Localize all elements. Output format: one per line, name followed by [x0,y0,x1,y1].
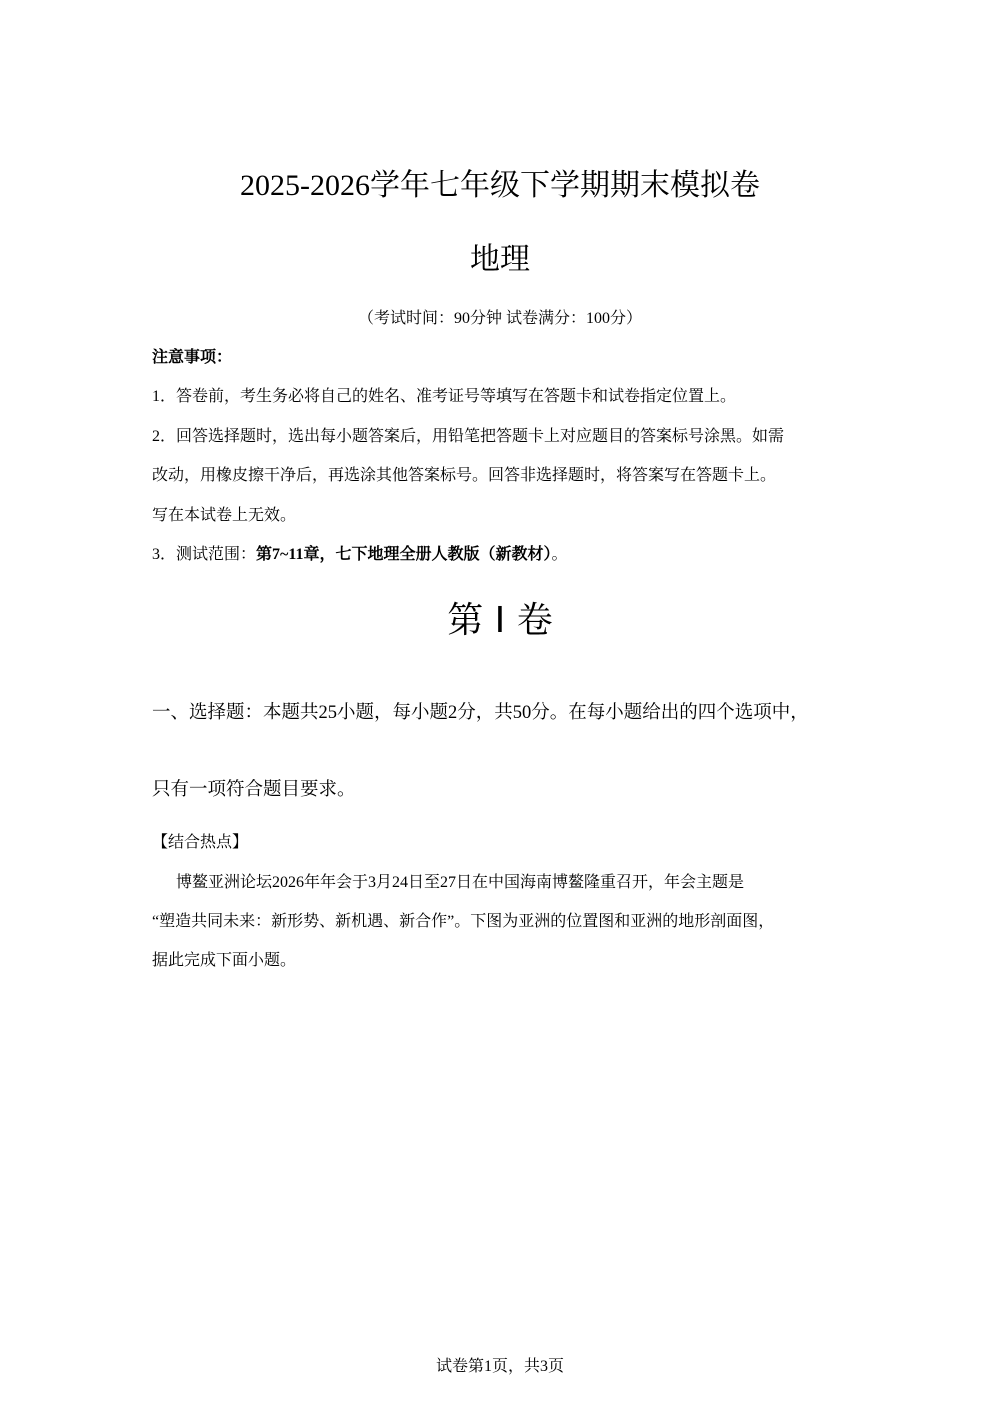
section-title: 第 I 卷 [447,600,553,641]
mc-instructions-line-2: 只有一项符合题目要求。 [152,780,356,800]
notice-item-3-prefix: 3．测试范围： [152,546,257,563]
subject-title: 地理 [470,242,530,277]
notice-heading: 注意事项： [152,349,233,366]
notice-item-3-suffix: 。 [551,546,568,563]
notice-item-1: 1．答卷前，考生务必将自己的姓名、准考证号等填写在答题卡和试卷指定位置上。 [152,388,737,405]
exam-title: 2025-2026学年七年级下学期期末模拟卷 [240,169,760,202]
notice-item-2-line-1: 2．回答选择题时，选出每小题答案后，用铅笔把答题卡上对应题目的答案标号涂黑。如需 [152,428,785,445]
page-indicator: 试卷第1页，共3页 [435,1358,564,1375]
notice-item-2-line-2: 改动，用橡皮擦干净后，再选涂其他答案标号。回答非选择题时，将答案写在答题卡上。 [152,467,777,484]
notice-item-3 [152,544,567,566]
hotspot-line-2: “塑造共同未来：新形势、新机遇、新合作”。下图为亚洲的位置图和亚洲的地形剖面图， [152,913,775,930]
hotspot-label: 【结合热点】 [152,834,249,851]
hotspot-line-3: 据此完成下面小题。 [152,952,297,969]
mc-instructions-line-1: 一、选择题：本题共25小题，每小题2分，共50分。在每小题给出的四个选项中， [152,703,809,723]
notice-item-2-line-3: 写在本试卷上无效。 [152,507,297,524]
hotspot-line-1: 博鳌亚洲论坛2026年年会于3月24日至27日在中国海南博鳌隆重召开，年会主题是 [176,874,745,891]
test-scope: 第7~11章，七下地理全册人教版（新教材） [256,546,552,563]
exam-info: （考试时间：90分钟 试卷满分：100分） [357,310,642,327]
